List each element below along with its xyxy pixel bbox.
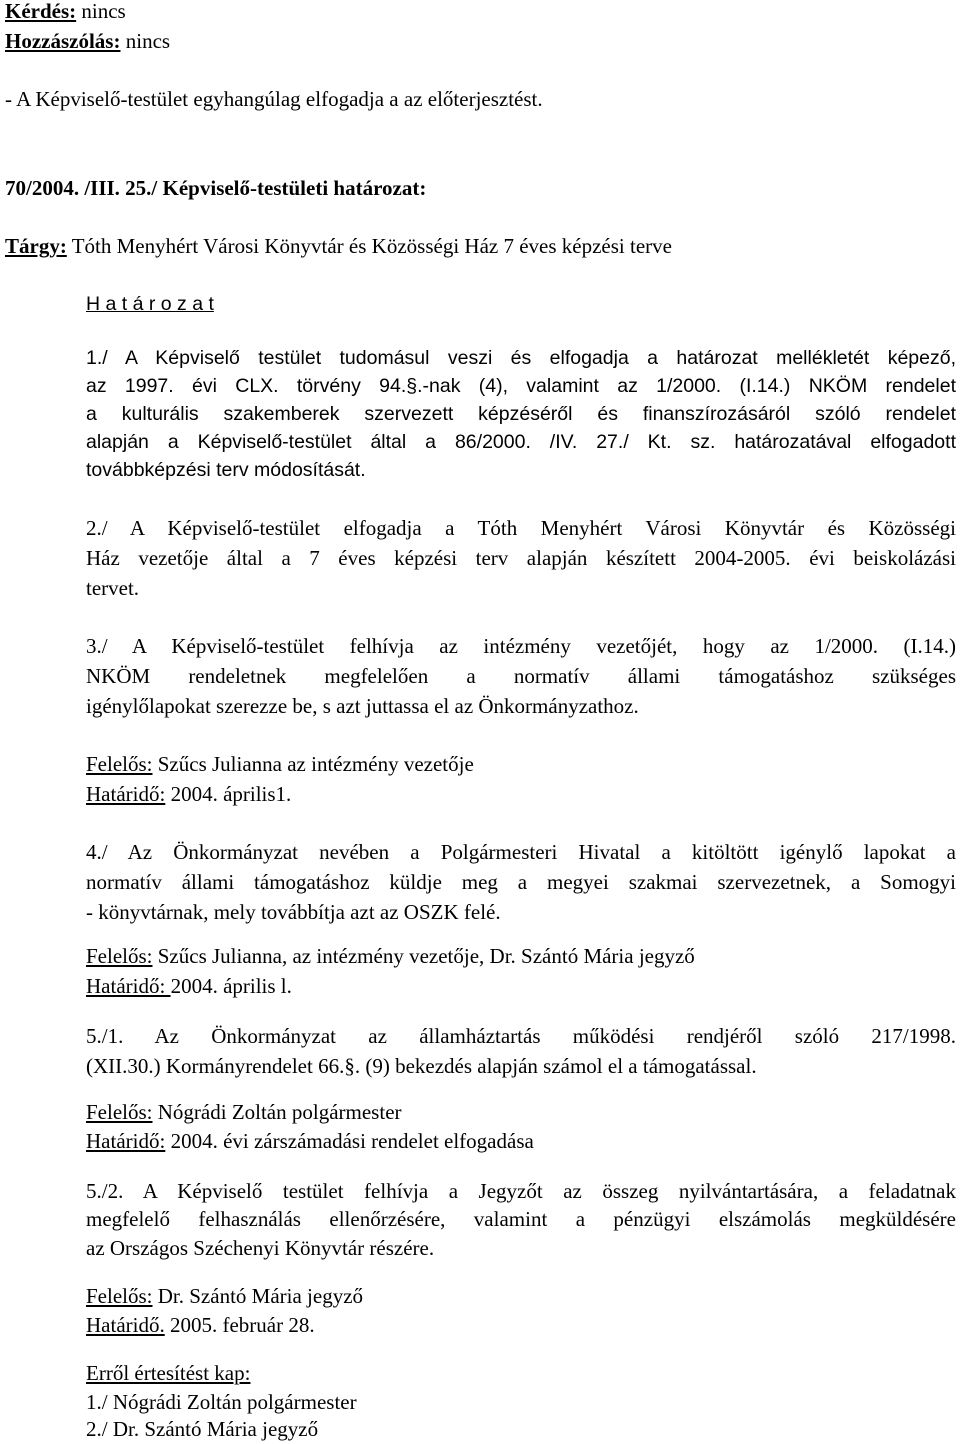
- paragraph-1-line: 1./ A Képviselő testület tudomásul veszi és elfogadja a határozat mellékletét képező,: [86, 347, 956, 369]
- question-label: Kérdés:: [5, 0, 77, 23]
- responsible-value: Szűcs Julianna, az intézmény vezetője, Dr. Szántó Mária jegyző: [152, 944, 695, 968]
- paragraph-6-line: az Országos Széchenyi Könyvtár részére.: [86, 1236, 435, 1260]
- deadline-label: Határidő.: [86, 1313, 165, 1337]
- deadline-line: [86, 781, 291, 807]
- responsible-value: Dr. Szántó Mária jegyző: [152, 1284, 364, 1308]
- paragraph-6-line: megfelelő felhasználás ellenőrzésére, valamint a pénzügyi elszámolás megküldésére: [86, 1207, 956, 1231]
- paragraph-3-line: 3./ A Képviselő-testület felhívja az intézmény vezetőjét, hogy az 1/2000. (I.14.): [86, 634, 956, 658]
- resolution-number: 70/2004. /III. 25./ Képviselő-testületi határozat:: [5, 176, 427, 200]
- paragraph-1-line: a kulturális szakemberek szervezett képzéséről és finanszírozásáról szóló rendelet: [86, 403, 956, 425]
- paragraph-3-line: NKÖM rendeletnek megfelelően a normatív állami támogatáshoz szükséges: [86, 664, 956, 688]
- notify-item: 1./ Nógrádi Zoltán polgármester: [86, 1390, 357, 1414]
- vote-result: - A Képviselő-testület egyhangúlag elfogadja a az előterjesztést.: [5, 87, 543, 111]
- responsible-label: Felelős:: [86, 1100, 153, 1124]
- resolution-heading: H a t á r o z a t: [86, 293, 214, 315]
- subject-value: Tóth Menyhért Városi Könyvtár és Közösségi Ház 7 éves képzési terve: [66, 234, 672, 258]
- paragraph-6-line: 5./2. A Képviselő testület felhívja a Jegyzőt az összeg nyilvántartására, a feladatnak: [86, 1179, 956, 1203]
- question-value: nincs: [76, 0, 126, 23]
- deadline-label: Határidő:: [86, 974, 171, 998]
- comment-line: [5, 28, 170, 54]
- comment-label: Hozzászólás:: [5, 29, 121, 53]
- notify-label: Erről értesítést kap:: [86, 1361, 251, 1385]
- deadline-value: 2004. évi zárszámadási rendelet elfogadása: [165, 1129, 534, 1153]
- responsible-line: [86, 1099, 402, 1125]
- responsible-label: Felelős:: [86, 1284, 153, 1308]
- deadline-value: 2004. április l.: [170, 974, 292, 998]
- deadline-label: Határidő:: [86, 782, 166, 806]
- paragraph-2-line: Ház vezetője által a 7 éves képzési terv alapján készített 2004-2005. évi beiskolázási: [86, 546, 956, 570]
- paragraph-4-line: normatív állami támogatáshoz küldje meg a megyei szakmai szervezetnek, a Somogyi: [86, 870, 956, 894]
- deadline-line: [86, 973, 292, 999]
- paragraph-5-line: 5./1. Az Önkormányzat az államháztartás működési rendjéről szóló 217/1998.: [86, 1024, 956, 1048]
- subject-line: [5, 233, 672, 259]
- responsible-label: Felelős:: [86, 752, 153, 776]
- notify-item: 2./ Dr. Szántó Mária jegyző: [86, 1417, 319, 1441]
- responsible-line: [86, 943, 695, 969]
- paragraph-2-line: 2./ A Képviselő-testület elfogadja a Tóth Menyhért Városi Könyvtár és Közösségi: [86, 516, 956, 540]
- paragraph-5-line: (XII.30.) Kormányrendelet 66.§. (9) bekezdés alapján számol el a támogatással.: [86, 1054, 757, 1078]
- paragraph-1-line: az 1997. évi CLX. törvény 94.§.-nak (4), valamint az 1/2000. (I.14.) NKÖM rendelet: [86, 375, 956, 397]
- deadline-label: Határidő:: [86, 1129, 166, 1153]
- question-line: [5, 0, 126, 24]
- comment-value: nincs: [120, 29, 171, 53]
- subject-label: Tárgy:: [5, 234, 67, 258]
- deadline-value: 2005. február 28.: [164, 1313, 315, 1337]
- paragraph-3-line: igénylőlapokat szerezze be, s azt juttassa el az Önkormányzathoz.: [86, 694, 639, 718]
- deadline-value: 2004. április1.: [165, 782, 292, 806]
- responsible-line: [86, 751, 474, 777]
- paragraph-4-line: 4./ Az Önkormányzat nevében a Polgármesteri Hivatal a kitöltött igénylő lapokat a: [86, 840, 956, 864]
- paragraph-2-line: tervet.: [86, 576, 140, 600]
- responsible-label: Felelős:: [86, 944, 153, 968]
- paragraph-1-line: alapján a Képviselő-testület által a 86/2000. /IV. 27./ Kt. sz. határozatával elfogadott: [86, 431, 956, 453]
- paragraph-4-line: - könyvtárnak, mely továbbítja azt az OSZK felé.: [86, 900, 501, 924]
- responsible-value: Szűcs Julianna az intézmény vezetője: [152, 752, 474, 776]
- responsible-value: Nógrádi Zoltán polgármester: [152, 1100, 402, 1124]
- paragraph-1-line: továbbképzési terv módosítását.: [86, 459, 366, 481]
- deadline-line: [86, 1312, 315, 1338]
- deadline-line: [86, 1128, 534, 1154]
- responsible-line: [86, 1283, 363, 1309]
